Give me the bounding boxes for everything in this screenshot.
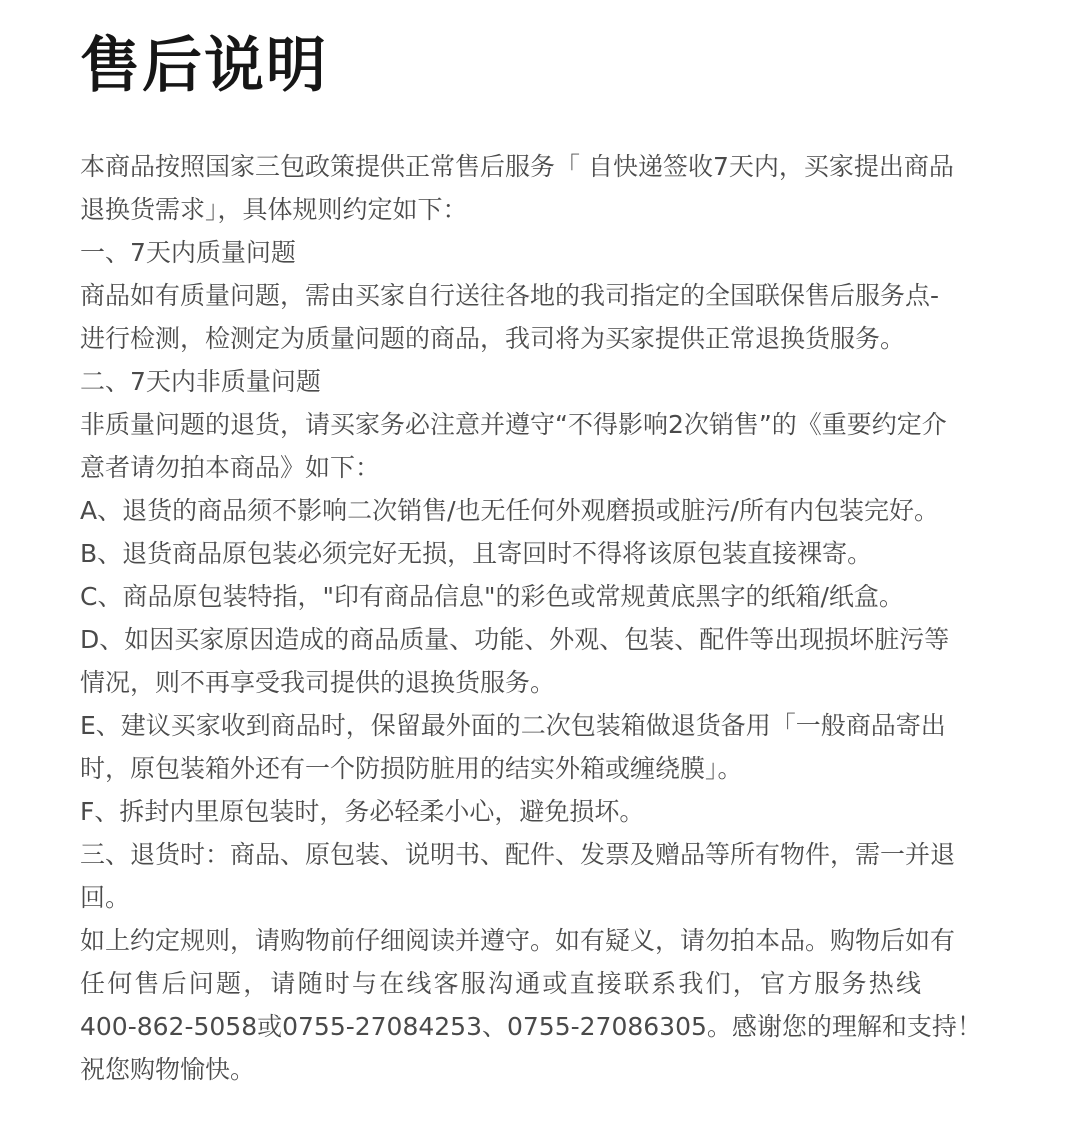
policy-line: 退换货需求」，具体规则约定如下： xyxy=(80,195,468,224)
policy-item: C、商品原包装特指，"印有商品信息"的彩色或常规黄底黑字的纸箱/纸盒。 xyxy=(80,582,904,611)
policy-content xyxy=(80,145,1030,1091)
policy-line: 商品如有质量问题，需由买家自行送往各地的我司指定的全国联保售后服务点- xyxy=(80,281,940,310)
policy-line: 任何售后问题，请随时与在线客服沟通或直接联系我们，官方服务热线 xyxy=(80,969,924,998)
policy-item: F、拆封内里原包装时，务必轻柔小心，避免损坏。 xyxy=(80,797,645,826)
section-heading: 一、7天内质量问题 xyxy=(80,238,296,267)
policy-line: 回。 xyxy=(80,883,131,912)
policy-line: 进行检测，检测定为质量问题的商品，我司将为买家提供正常退换货服务。 xyxy=(80,324,906,353)
policy-line: 意者请勿拍本商品》如下： xyxy=(80,453,381,482)
policy-line: 非质量问题的退货，请买家务必注意并遵守“不得影响2次销售”的《重要约定介 xyxy=(80,410,947,439)
policy-line: 如上约定规则，请购物前仔细阅读并遵守。如有疑义，请勿拍本品。购物后如有 xyxy=(80,926,956,955)
section-heading: 二、7天内非质量问题 xyxy=(80,367,321,396)
policy-item: E、建议买家收到商品时，保留最外面的二次包装箱做退货备用「一般商品寄出 xyxy=(80,711,946,740)
closing-line: 祝您购物愉快。 xyxy=(80,1055,256,1084)
policy-item: A、退货的商品须不影响二次销售/也无任何外观磨损或脏污/所有内包装完好。 xyxy=(80,496,939,525)
policy-line: 时，原包装箱外还有一个防损防脏用的结实外箱或缠绕膜」。 xyxy=(80,754,743,783)
policy-item: B、退货商品原包装必须完好无损，且寄回时不得将该原包装直接裸寄。 xyxy=(80,539,873,568)
policy-item: D、如因买家原因造成的商品质量、功能、外观、包装、配件等出现损坏脏污等 xyxy=(80,625,950,654)
section-heading: 三、退货时：商品、原包装、说明书、配件、发票及赠品等所有物件，需一并退 xyxy=(80,840,956,869)
hotline-line: 400-862-5058或0755-27084253、0755-27086305。感谢您的理解和支持！ xyxy=(80,1012,982,1041)
policy-line: 本商品按照国家三包政策提供正常售后服务「 自快递签收7天内，买家提出商品 xyxy=(80,152,954,181)
page-title: 售后说明 xyxy=(80,31,328,101)
policy-line: 情况，则不再享受我司提供的退换货服务。 xyxy=(80,668,556,697)
